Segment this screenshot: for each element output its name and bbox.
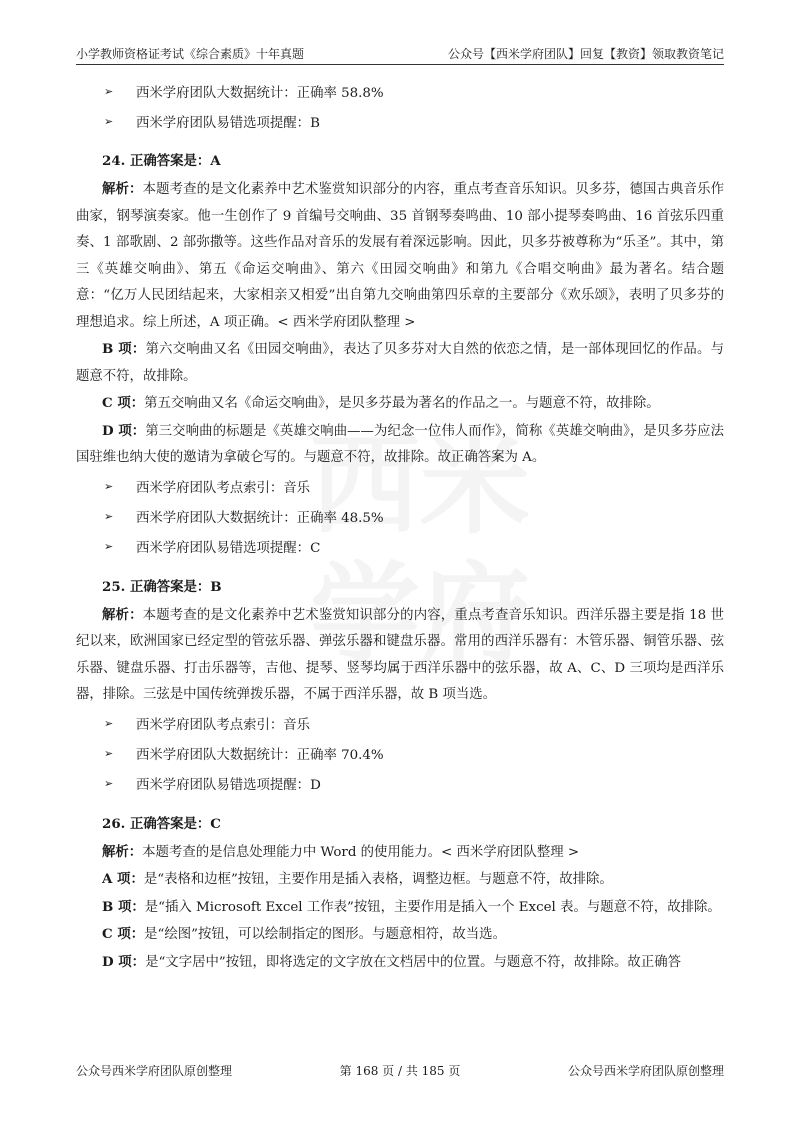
bullet-text: 西米学府团队大数据统计：正确率 58.8% xyxy=(136,85,384,101)
q24-option-b xyxy=(76,336,724,390)
header-right-note: 公众号【西米学府团队】回复【教资】领取教资笔记 xyxy=(447,47,724,61)
analysis-label: 解析： xyxy=(102,181,143,197)
analysis-label: 解析： xyxy=(102,843,143,860)
arrow-bullet-icon: ➢ xyxy=(104,540,114,553)
arrow-bullet-icon: ➢ xyxy=(104,84,114,98)
bullet-text: 西米学府团队大数据统计：正确率 48.5% xyxy=(136,511,384,526)
list-item xyxy=(76,769,724,799)
list-item xyxy=(76,709,724,739)
bullet-text: 西米学府团队易错选项提醒：D xyxy=(136,778,321,793)
bullet-text: 西米学府团队考点索引：音乐 xyxy=(136,718,311,733)
arrow-bullet-icon: ➢ xyxy=(104,114,114,128)
list-item xyxy=(76,106,724,136)
option-label: D 项： xyxy=(102,422,146,439)
page-content xyxy=(76,76,724,976)
option-label: C 项： xyxy=(102,395,145,411)
analysis-text: 本题考查的是信息处理能力中 Word 的使用能力。< 西米学府团队整理 > xyxy=(142,844,580,860)
q25-analysis xyxy=(76,602,724,709)
bullet-text: 西米学府团队考点索引：音乐 xyxy=(136,481,311,496)
q24-option-c xyxy=(76,390,724,418)
bullet-text: 西米学府团队大数据统计：正确率 70.4% xyxy=(136,748,384,763)
q24-heading: 24. 正确答案是：A xyxy=(102,153,221,169)
arrow-bullet-icon: ➢ xyxy=(104,777,114,790)
option-text: 第六交响曲又名《田园交响曲》，表达了贝多芬对大自然的依恋之情，是一部体现回忆的作品。与题意不符，故排除。 xyxy=(76,342,724,384)
footer-left: 公众号西米学府团队原创整理 xyxy=(76,1064,233,1078)
arrow-bullet-icon: ➢ xyxy=(104,747,114,760)
q26-option-d xyxy=(76,949,724,977)
page-footer xyxy=(76,1062,724,1079)
page-number: 第 168 页 / 共 185 页 xyxy=(339,1064,461,1078)
header-left-title: 小学教师资格证考试《综合素质》十年真题 xyxy=(76,47,305,61)
analysis-text: 本题考查的是文化素养中艺术鉴赏知识部分的内容，重点考查音乐知识。西洋乐器主要是指 18 世纪以来，欧洲国家已经定型的管弦乐器、弹弦乐器和键盘乐器。常用的西洋乐器有：木管乐器、铜管乐器、弦乐器、键盘乐器、打击乐器等，吉他、提琴、竖琴均属于西洋乐器中的弦乐器，故 A、C、D 三项均是西洋乐器，排除。三弦是中国传统弹拨乐器，不属于西洋乐器，故 B 项当选。 xyxy=(76,607,724,702)
q26-option-b xyxy=(76,894,724,922)
list-item xyxy=(76,472,724,502)
option-text: 是“文字居中”按钮，即将选定的文字放在文档居中的位置。与题意不符，故排除。故正确答 xyxy=(145,954,681,970)
option-text: 是“表格和边框”按钮，主要作用是插入表格，调整边框。与题意不符，故排除。 xyxy=(143,872,613,887)
list-item xyxy=(76,76,724,106)
option-label: B 项： xyxy=(102,341,146,357)
arrow-bullet-icon: ➢ xyxy=(104,510,114,523)
q24-analysis xyxy=(76,176,724,336)
option-label: A 项： xyxy=(102,871,144,887)
option-text: 第三交响曲的标题是《英雄交响曲——为纪念一位伟人而作》，简称《英雄交响曲》，是贝多芬应法国驻维也纳大使的邀请为拿破仑写的。与题意不符，故排除。故正确答案为 A。 xyxy=(76,423,724,465)
q26-analysis xyxy=(76,839,724,867)
list-item xyxy=(76,739,724,769)
arrow-bullet-icon: ➢ xyxy=(104,480,114,493)
option-label: D 项： xyxy=(102,953,146,970)
arrow-bullet-icon: ➢ xyxy=(104,717,114,730)
q26-option-a xyxy=(76,866,724,894)
q24-option-d xyxy=(76,418,724,472)
page-header xyxy=(76,40,724,65)
option-label: B 项： xyxy=(102,898,145,915)
option-label: C 项： xyxy=(102,926,145,942)
analysis-label: 解析： xyxy=(102,606,143,623)
q25-heading: 25. 正确答案是：B xyxy=(102,578,222,595)
option-text: 第五交响曲又名《命运交响曲》，是贝多芬最为著名的作品之一。与题意不符，故排除。 xyxy=(144,396,660,411)
list-item xyxy=(76,532,724,562)
option-text: 是“绘图”按钮，可以绘制指定的图形。与题意相符，故当选。 xyxy=(144,927,506,942)
option-text: 是“插入 Microsoft Excel 工作表”按钮，主要作用是插入一个 Excel 表。与题意不符，故排除。 xyxy=(144,899,721,915)
q26-heading: 26. 正确答案是：C xyxy=(102,815,221,832)
q26-option-c xyxy=(76,921,724,949)
bullet-text: 西米学府团队易错选项提醒：B xyxy=(136,115,320,131)
list-item xyxy=(76,502,724,532)
footer-right: 公众号西米学府团队原创整理 xyxy=(567,1064,724,1078)
analysis-text: 本题考查的是文化素养中艺术鉴赏知识部分的内容，重点考查音乐知识。贝多芬，德国古典音乐作曲家，钢琴演奏家。他一生创作了 9 首编号交响曲、35 首钢琴奏鸣曲、10 部小提琴奏鸣曲、16 首弦乐四重奏、1 部歌剧、2 部弥撒等。这些作品对音乐的发展有着深远影响。因此，贝多芬被尊称为“乐圣”。其中，第三《英雄交响曲》、第五《命运交响曲》、第六《田园交响曲》和第九《合唱交响曲》最为著名。结合题意：“亿万人民团结起来，大家相亲又相爱”出自第九交响曲第四乐章的主要部分《欢乐颂》，表明了贝多芬的理想追求。综上所述，A 项正确。< 西米学府团队整理 > xyxy=(76,182,725,330)
bullet-text: 西米学府团队易错选项提醒：C xyxy=(136,541,321,556)
